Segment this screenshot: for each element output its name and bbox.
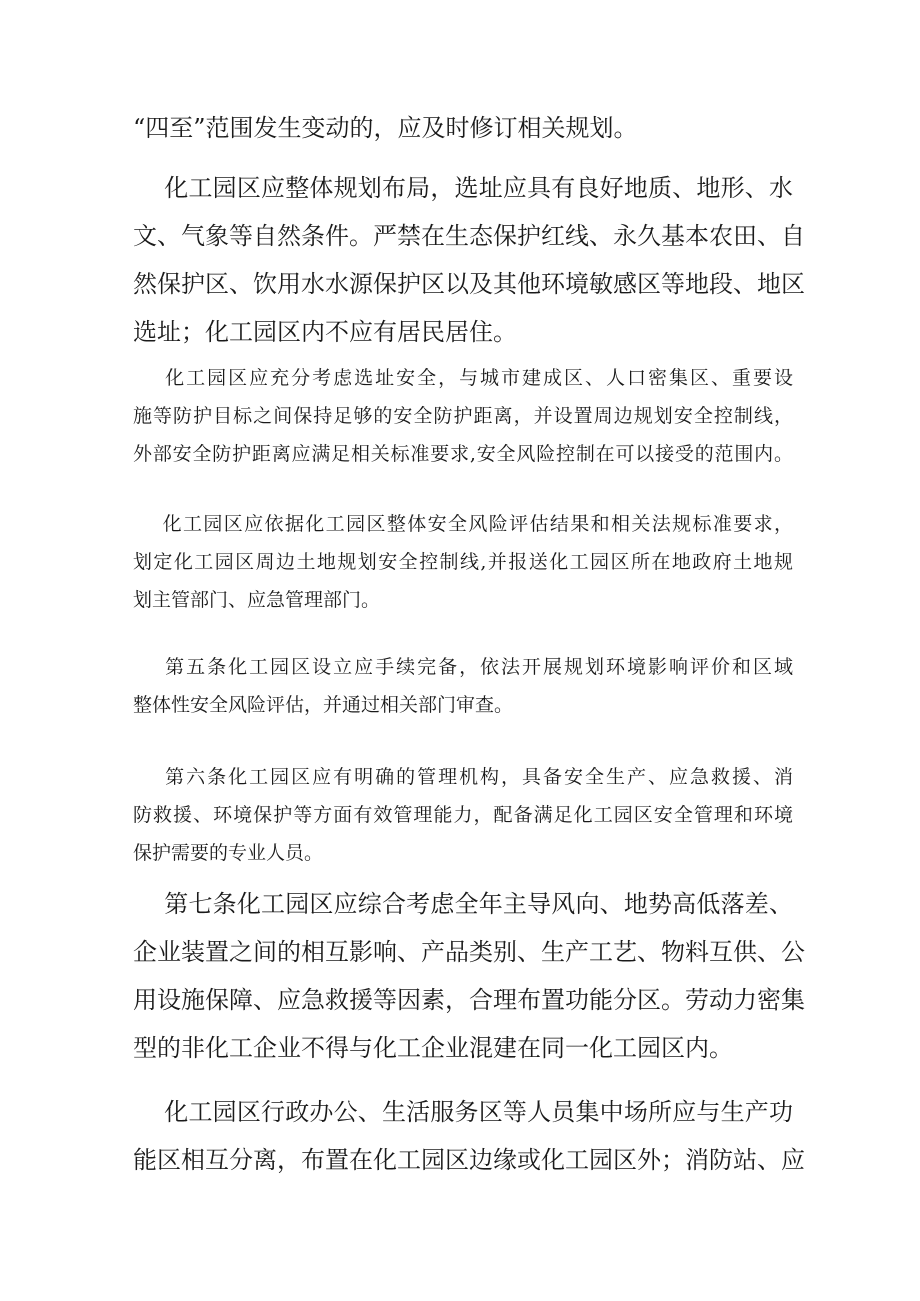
text-line: 划主管部门、应急管理部门。 [133, 589, 381, 611]
text-line: 划定化工园区周边土地规划安全控制线,并报送化工园区所在地政府土地规 [133, 551, 793, 573]
paragraph-3 [133, 359, 793, 473]
text-line: 第六条化工园区应有明确的管理机构，具备安全生产、应急救援、消 [133, 766, 793, 788]
text-line: 用设施保障、应急救援等因素，合理布置功能分区。劳动力密集 [133, 986, 805, 1014]
text-line: 型的非化工企业不得与化工企业混建在同一化工园区内。 [133, 1034, 733, 1062]
text-line: 整体性安全风险评估，并通过相关部门审查。 [133, 694, 514, 716]
text-line: 然保护区、饮用水水源保护区以及其他环境敏感区等地段、地区 [133, 270, 805, 298]
text-line: 第七条化工园区应综合考虑全年主导风向、地势高低落差、 [133, 890, 793, 918]
text-line: 防救援、环境保护等方面有效管理能力，配备满足化工园区安全管理和环境 [133, 804, 793, 826]
text-line: 保护需要的专业人员。 [133, 842, 324, 864]
paragraph-7 [133, 880, 805, 1072]
text-line: 企业装置之间的相互影响、产品类别、生产工艺、物料互供、公 [133, 938, 805, 966]
text-line: 能区相互分离，布置在化工园区边缘或化工园区外；消防站、应 [133, 1146, 805, 1174]
paragraph-8 [133, 1088, 805, 1184]
paragraph-6 [133, 758, 793, 872]
text-line: 化工园区应依据化工园区整体安全风险评估结果和相关法规标准要求， [133, 513, 793, 535]
text-line: 第五条化工园区设立应手续完备，依法开展规划环境影响评价和区域 [133, 656, 793, 678]
text-line: 选址；化工园区内不应有居民居住。 [133, 318, 517, 346]
paragraph-2 [133, 164, 805, 356]
text-line: 外部安全防护距离应满足相关标准要求,安全风险控制在可以接受的范围内。 [133, 443, 793, 465]
paragraph-4 [133, 505, 793, 619]
paragraph-1 [133, 104, 793, 152]
text-line: “四至”范围发生变动的，应及时修订相关规划。 [133, 114, 638, 142]
text-line: 化工园区应充分考虑选址安全，与城市建成区、人口密集区、重要设 [133, 367, 793, 389]
text-line: 化工园区行政办公、生活服务区等人员集中场所应与生产功 [133, 1098, 793, 1126]
text-line: 施等防护目标之间保持足够的安全防护距离，并设置周边规划安全控制线， [133, 405, 793, 427]
text-line: 化工园区应整体规划布局，选址应具有良好地质、地形、水 [133, 174, 793, 202]
paragraph-5 [133, 648, 793, 724]
text-line: 文、气象等自然条件。严禁在生态保护红线、永久基本农田、自 [133, 222, 805, 250]
